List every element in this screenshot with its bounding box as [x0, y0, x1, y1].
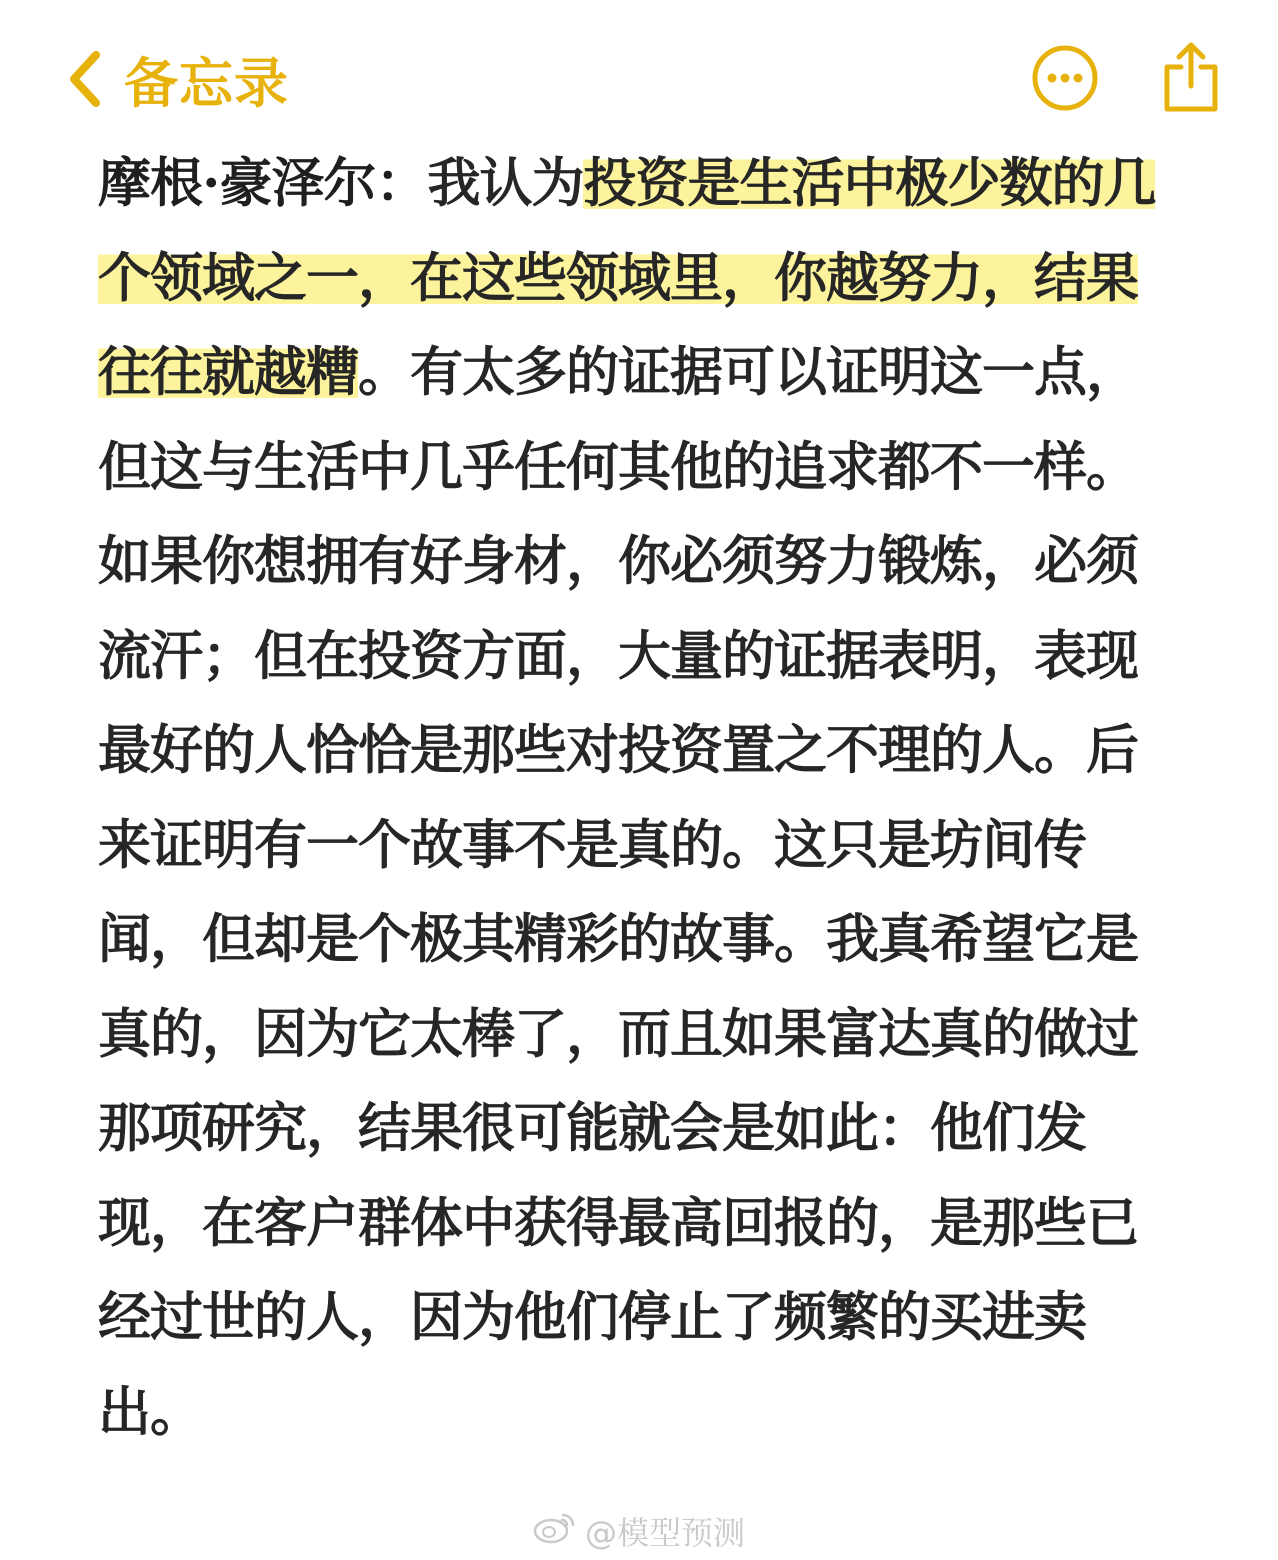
speaker-name: 摩根·豪泽尔： [98, 152, 428, 214]
watermark-text: @模型预测 [584, 1514, 745, 1552]
chevron-left-icon [68, 51, 102, 107]
weibo-icon [533, 1509, 577, 1553]
note-body[interactable] [98, 136, 1183, 1459]
back-button[interactable] [68, 44, 289, 114]
highlighted-text: 投资是生活中极少数的几个领域之一，在这些领域里，你越努力，结果往往就越糟 [98, 152, 1156, 403]
share-button[interactable] [1160, 40, 1222, 116]
more-ellipsis-icon [1031, 97, 1099, 116]
back-button-label: 备忘录 [124, 50, 289, 115]
watermark [0, 1508, 1278, 1554]
note-text-intro: 我认为 [427, 152, 584, 214]
note-text-body: 。有太多的证据可以证明这一点，但这与生活中几乎任何其他的追求都不一样。如果你想拥有好身材，你必须努力锻炼，必须流汗；但在投资方面，大量的证据表明，表现最好的人恰恰是那些对投资置之不理的人。后来证明有一个故事不是真的。这只是坊间传闻，但却是个极其精彩的故事。我真希望它是真的，因为它太棒了，而且如果富达真的做过那项研究，结果很可能就会是如此：他们发现，在客户群体中获得最高回报的，是那些已经过世的人，因为他们停止了频繁的买进卖出。 [98, 341, 1138, 1443]
navigation-bar [0, 0, 1278, 150]
share-icon [1160, 101, 1222, 120]
more-options-button[interactable] [1031, 44, 1099, 112]
